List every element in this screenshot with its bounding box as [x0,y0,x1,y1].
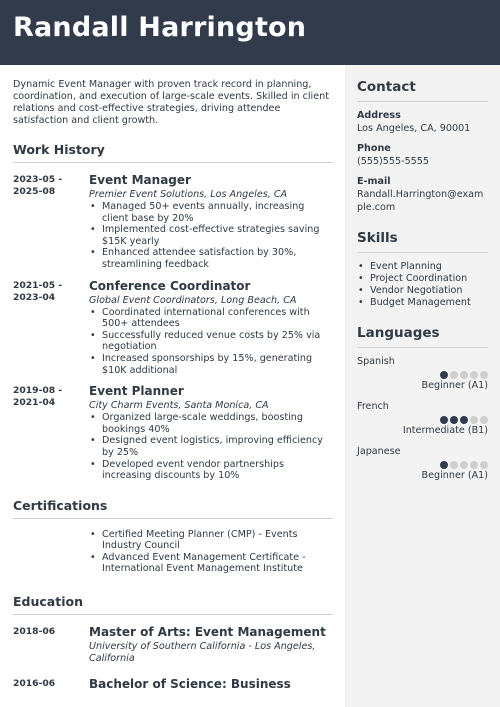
certification-item: • Certified Meeting Planner (CMP) - Events Industry Council [89,529,333,552]
work-date-text: 2021-05 - 2023-04 [13,279,63,303]
address-value: Los Angeles, CA, 90001 [357,123,471,134]
rating-dot-filled [440,371,448,379]
email-value[interactable]: Randall.Harrington@example.com [357,189,484,213]
rating-dot-empty [470,416,478,424]
rating-dot-filled [460,416,468,424]
phone-value: (555)555-5555 [357,156,429,167]
job-bullets [89,307,333,377]
work-history-heading: Work History [13,142,333,163]
language-level: Beginner (A1) [421,470,488,481]
language-item [357,401,488,437]
skill-item: • Project Coordination [357,273,488,285]
education-entry [13,677,333,691]
language-level: Beginner (A1) [421,380,488,391]
job-bullet: • Increased sponsorships by 15%, generating $10K additional [89,353,333,376]
education-entry [13,625,333,665]
degree: Master of Arts: Event Management [89,625,326,640]
candidate-name: Randall Harrington [13,12,307,43]
rating-dot-empty [480,461,488,469]
header-banner [0,0,500,65]
school: University of Southern California - Los Angeles, California [89,641,316,665]
work-entry [13,173,333,271]
rating-dot-empty [480,416,488,424]
education-date: 2018-06 [13,626,56,638]
work-date-text: 2019-08 - 2021-04 [13,385,63,409]
language-rating [357,371,488,379]
certifications-section [13,498,333,575]
skill-item: • Vendor Negotiation [357,285,488,297]
language-rating [357,461,488,469]
rating-dot-filled [440,416,448,424]
rating-dot-empty [470,371,478,379]
professional-summary: Dynamic Event Manager with proven track record in planning, coordination, and execution of large-scale events. Skilled in client relations and cost-effective strategies, driving attendee satisfaction and client growth. [13,79,329,126]
phone-label: Phone [357,143,391,154]
address-label: Address [357,110,401,121]
language-level: Intermediate (B1) [402,425,488,436]
language-name: Japanese [357,446,401,457]
language-name: Spanish [357,356,395,367]
education-section [13,594,333,691]
skills-list [357,261,488,309]
education-date: 2016-06 [13,678,56,690]
rating-dot-filled [450,416,458,424]
job-bullet: • Enhanced attendee satisfaction by 30%, streamlining feedback [89,247,333,270]
employer: City Charm Events, Santa Monica, CA [89,400,269,412]
skill-item: • Budget Management [357,297,488,309]
work-date [13,384,89,482]
contact-heading: Contact [357,79,488,102]
work-entry [13,384,333,482]
job-bullet: • Organized large-scale weddings, boosting bookings 40% [89,412,333,435]
sidebar [345,65,500,707]
employer: Global Event Coordinators, Long Beach, CA [89,294,297,306]
languages-heading: Languages [357,325,488,348]
employer: Premier Event Solutions, Los Angeles, CA [89,189,288,200]
certifications-list [89,529,333,575]
rating-dot-empty [470,461,478,469]
job-title: Conference Coordinator [89,278,251,293]
job-bullet: • Developed event vendor partnerships increasing discounts by 10% [89,459,333,482]
work-date [13,173,89,271]
education-heading: Education [13,594,333,615]
job-bullet: • Successfully reduced venue costs by 25% via negotiation [89,330,333,353]
job-bullets [89,412,333,482]
job-bullet: • Coordinated international conferences with 500+ attendees [89,307,333,330]
job-bullet: • Designed event logistics, improving efficiency by 25% [89,435,333,458]
work-date [13,279,89,377]
job-bullet: • Implemented cost-effective strategies saving $15K yearly [89,224,333,247]
rating-dot-empty [480,371,488,379]
language-name: French [357,401,389,412]
language-item [357,356,488,392]
job-title: Event Planner [89,384,184,399]
rating-dot-empty [450,461,458,469]
job-bullet: • Managed 50+ events annually, increasing client base by 20% [89,201,333,224]
email-label: E-mail [357,176,391,187]
degree: Bachelor of Science: Business [89,677,291,692]
certification-item: • Advanced Event Management Certificate - International Event Management Institute [89,552,333,575]
rating-dot-empty [460,371,468,379]
skills-heading: Skills [357,230,488,253]
work-history-section [13,142,333,482]
language-rating [357,416,488,424]
certifications-heading: Certifications [13,498,333,519]
job-title: Event Manager [89,173,191,187]
job-bullets [89,201,333,271]
language-item [357,446,488,482]
main-column [13,79,333,699]
work-entry [13,279,333,377]
skill-item: • Event Planning [357,261,488,273]
rating-dot-filled [440,461,448,469]
rating-dot-empty [460,461,468,469]
rating-dot-empty [450,371,458,379]
work-date-text: 2023-05 - 2025-08 [13,174,63,197]
